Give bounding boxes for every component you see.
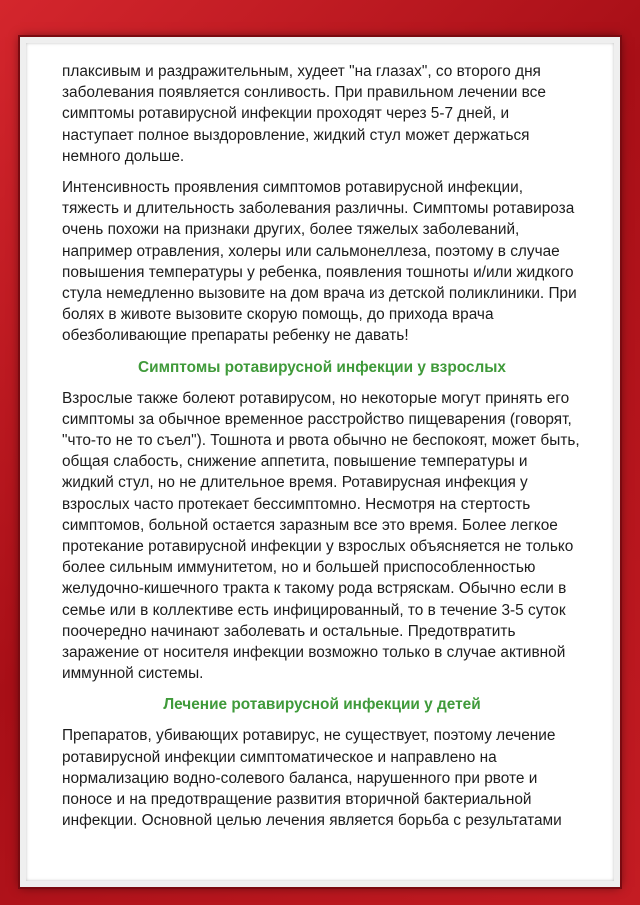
paragraph-adults: Взрослые также болеют ротавирусом, но некоторые могут принять его симптомы за обычное временное расстройство пищеварения (говорят, "что-то не то съел"). Тошнота и рвота обычно не беспокоят, может быть, общая слабость, снижение аппетита, повышение температуры и жидкий стул, но не длительное время. Ротавирусная инфекция у взрослых часто протекает бессимптомно. Несмотря на стертость симптомов, больной остается заразным все это время. Более легкое протекание ротавирусной инфекции у взрослых объясняется не только более сильным иммунитетом, но и большей приспособленностью желудочно-кишечного тракта к такому рода встряскам. Обычно если в семье или в коллективе есть инфицированный, то в течение 3-5 суток поочередно начинают заболевать и остальные. Предотвратить заражение от носителя инфекции возможно только в случае активной иммунной системы. [62,389,580,683]
document-page [26,43,614,881]
paragraph-treatment: Препаратов, убивающих ротавирус, не существует, поэтому лечение ротавирусной инфекции симптоматическое и направлено на нормализацию водно-солевого баланса, нарушенного при рвоте и поносе и на предотвращение развития вторичной бактериальной инфекции. Основной целью лечения является борьба с результатами [62,727,562,830]
paragraph-symptom-intensity: Интенсивность проявления симптомов ротавирусной инфекции, тяжесть и длительность заболевания различны. Симптомы ротавироза очень похожи на признаки других, более тяжелых заболеваний, например отравления, холеры или сальмонеллеза, поэтому в случае повышения температуры у ребенка, появления тошноты и/или жидкого стула немедленно вызовите на дом врача из детской поликлиники. При болях в животе вызовите скорую помощь, до прихода врача обезболивающие препараты ребенку не давать! [62,179,577,345]
heading-treatment-children: Лечение ротавирусной инфекции у детей [163,696,481,714]
paragraph-symptoms-recovery: плаксивым и раздражительным, худеет "на глазах", со второго дня заболевания появляется сонливость. При правильном лечении все симптомы ротавирусной инфекции проходят через 5-7 дней, и наступает полное выздоровление, жидкий стул может держаться немного дольше. [62,63,546,165]
heading-symptoms-adults: Симптомы ротавирусной инфекции у взрослых [138,358,506,376]
document-content [62,61,582,842]
